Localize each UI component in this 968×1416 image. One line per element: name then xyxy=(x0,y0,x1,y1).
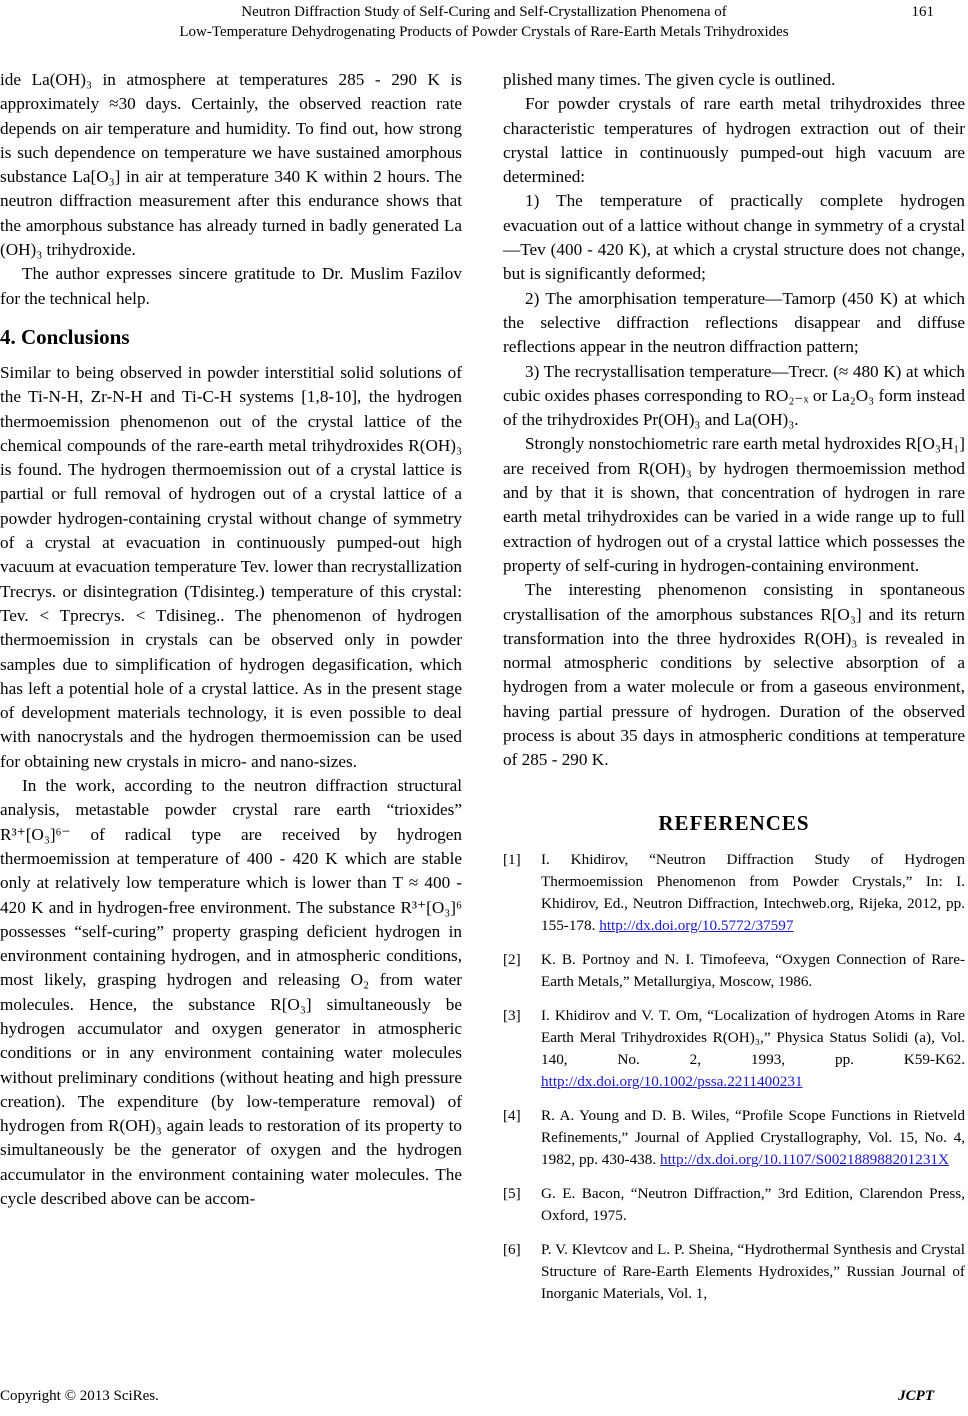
list-item: 1) The temperature of practically complete hydrogen evacuation out of a lattice without change in symmetry of a crystal—Tev (400 - 420 K), at which a crystal structure does not change, but is significantly deformed; xyxy=(503,191,965,284)
reference-number: [2] xyxy=(503,950,521,968)
reference-item xyxy=(503,1239,965,1305)
paragraph: In the work, according to the neutron diffraction structural analysis, metastable powder crystal rare earth “trioxides” R³⁺[O₃]⁶⁻ of radical type are received by hydrogen thermoemission at temperature of 400 - 420 K which are stable only at relatively low temperature which is lower than T ≈ 400 - 420 K and in hydrogen-free environment. The substance R³⁺[O₃]⁶ possesses “self-curing” property grasping deficient hydrogen in environment containing hydrogen, and in atmospheric conditions, most likely, grasping hydrogen and releasing O₂ from water molecules. Hence, the substance R[O₃] simultaneously be hydrogen accumulator and oxygen generator in atmospheric conditions or in any environment containing water molecules without preliminary conditions (without heating and high pressure creation). The expenditure (by low-temperature removal) of hydrogen from R(OH)₃ again leads to restoration of its property to simultaneously be the generator of oxygen and the hydrogen accumulator in the environment containing water molecules. The cycle described above can be accom- xyxy=(0,776,462,1209)
copyright-footer: Copyright © 2013 SciRes. xyxy=(0,1388,159,1404)
reference-item xyxy=(503,849,965,937)
reference-list xyxy=(503,849,965,1305)
reference-link[interactable]: http://dx.doi.org/10.5772/37597 xyxy=(599,916,794,934)
reference-text: I. Khidirov, “Neutron Diffraction Study of Hydrogen Thermoemission Phenomenon from Powder Crystals,” In: I. Khidirov, Ed., Neutron Diffraction, Intechweb.org, Rijeka, 2012, pp. 155-178. xyxy=(541,850,965,934)
list-item: 3) The recrystallisation temperature—Trecr. (≈ 480 K) at which cubic oxides phases corresponding to RO₂₋ₓ or La₂O₃ form instead of the trihydroxides Pr(OH)₃ and La(OH)₃. xyxy=(503,361,965,430)
reference-item xyxy=(503,1183,965,1227)
reference-link[interactable]: http://dx.doi.org/10.1002/pssa.2211400231 xyxy=(541,1072,803,1090)
reference-number: [3] xyxy=(503,1006,521,1024)
reference-item xyxy=(503,1105,965,1171)
paragraph: The interesting phenomenon consisting in spontaneous crystallisation of the amorphous substances R[O₃] and its return transformation into the three hydroxides R(OH)₃ is revealed in normal atmospheric conditions by selective absorption of a hydrogen from a water molecule or from a gaseous environment, having partial pressure of hydrogen. Duration of the observed process is about 35 days in atmospheric conditions at temperature of 285 - 290 K. xyxy=(503,580,965,770)
reference-item xyxy=(503,1005,965,1093)
reference-text: K. B. Portnoy and N. I. Timofeeva, “Oxygen Connection of Rare-Earth Metals,” Metallurgiya, Moscow, 1986. xyxy=(541,950,965,990)
reference-text: I. Khidirov and V. T. Om, “Localization of hydrogen Atoms in Rare Earth Meral Trihydroxides R(OH)₃,” Physica Status Solidi (a), Vol. 140, No. 2, 1993, pp. K59-K62. xyxy=(541,1006,965,1068)
reference-number: [5] xyxy=(503,1184,521,1202)
paragraph: For powder crystals of rare earth metal trihydroxides three characteristic temperatures of hydrogen extraction out of their crystal lattice in continuously pumped-out high vacuum are determined: xyxy=(503,94,965,187)
list-item: 2) The amorphisation temperature—Tamorp (450 K) at which the selective diffraction reflections disappear and diffuse reflections appear in the neutron diffraction pattern; xyxy=(503,288,965,357)
paragraph: plished many times. The given cycle is outlined. xyxy=(503,70,836,89)
reference-number: [6] xyxy=(503,1240,521,1258)
paragraph: Similar to being observed in powder interstitial solid solutions of the Ti-N-H, Zr-N-H and Ti-C-H systems [1,8-10], the hydrogen thermoemission phenomenon out of the crystal lattice of the chemical compounds of the rare-earth metal trihydroxides R(OH)₃ is found. The hydrogen thermoemission out of a crystal lattice is partial or full removal of hydrogen out of a crystal lattice of a powder hydrogen-containing crystal without change of symmetry of a crystal at evacuation in continuously pumped-out high vacuum at evacuation temperature Tev. lower than recrystallization Trecrys. or disintegration (Tdisinteg.) temperature of this crystal: Tev. < Tprecrys. < Tdisineg.. The phenomenon of hydrogen thermoemission in crystals can be observed only in powder samples due to simplification of hydrogen degasification, which has left a potential hole of a crystal lattice. As in the present stage of development materials technology, it is even possible to deal with nanocrystals and the hydrogen thermoemission can be used for obtaining new crystals in micro- and nano-sizes. xyxy=(0,362,462,771)
paragraph: Strongly nonstochiometric rare earth metal hydroxides R[O₃H₁] are received from R(OH)₃ by hydrogen thermoemission method and by that it is shown, that concentration of hydrogen in rare earth metal trihydroxides can be varied in a wide range up to full extraction of hydrogen out of a crystal lattice which possesses the property of self-curing in hydrogen-containing environment. xyxy=(503,434,965,575)
acknowledgment-paragraph: The author expresses sincere gratitude to Dr. Muslim Fazilov for the technical help. xyxy=(0,264,462,308)
right-column xyxy=(503,68,965,1317)
reference-item xyxy=(503,949,965,993)
reference-number: [4] xyxy=(503,1106,521,1124)
page-number: 161 xyxy=(911,4,934,20)
paragraph: ide La(OH)₃ in atmosphere at temperatures 285 - 290 K is approximately ≈30 days. Certainly, the observed reaction rate depends on air temperature and humidity. To find out, how strong is such dependence on temperature we have sustained amorphous substance La[O₃] in air at temperature 340 K within 2 hours. The neutron diffraction measurement after this endurance shows that the amorphous substance has already turned in badly generated La (OH)₃ trihydroxide. xyxy=(0,70,462,260)
references-heading: REFERENCES xyxy=(658,810,810,835)
reference-link[interactable]: http://dx.doi.org/10.1107/S002188988201231X xyxy=(659,1150,949,1168)
reference-number: [1] xyxy=(503,850,521,868)
reference-text: G. E. Bacon, “Neutron Diffraction,” 3rd Edition, Clarendon Press, Oxford, 1975. xyxy=(541,1184,965,1224)
header-line-2: Low-Temperature Dehydrogenating Products of Powder Crystals of Rare-Earth Metals Trihydroxides xyxy=(179,24,789,40)
reference-text: P. V. Klevtcov and L. P. Sheina, “Hydrothermal Synthesis and Crystal Structure of Rare-Earth Elements Hydroxides,” Russian Journal of Inorganic Materials, Vol. 1, xyxy=(541,1240,965,1302)
running-header xyxy=(0,2,968,42)
left-column xyxy=(0,68,462,1211)
section-heading: 4. Conclusions xyxy=(0,324,130,349)
header-line-1: Neutron Diffraction Study of Self-Curing and Self-Crystallization Phenomena of xyxy=(241,4,727,20)
reference-text: R. A. Young and D. B. Wiles, “Profile Scope Functions in Rietveld Refinements,” Journal of Applied Crystallography, Vol. 15, No. 4, 1982, pp. 430-438. xyxy=(541,1106,965,1168)
journal-footer: JCPT xyxy=(898,1388,934,1404)
